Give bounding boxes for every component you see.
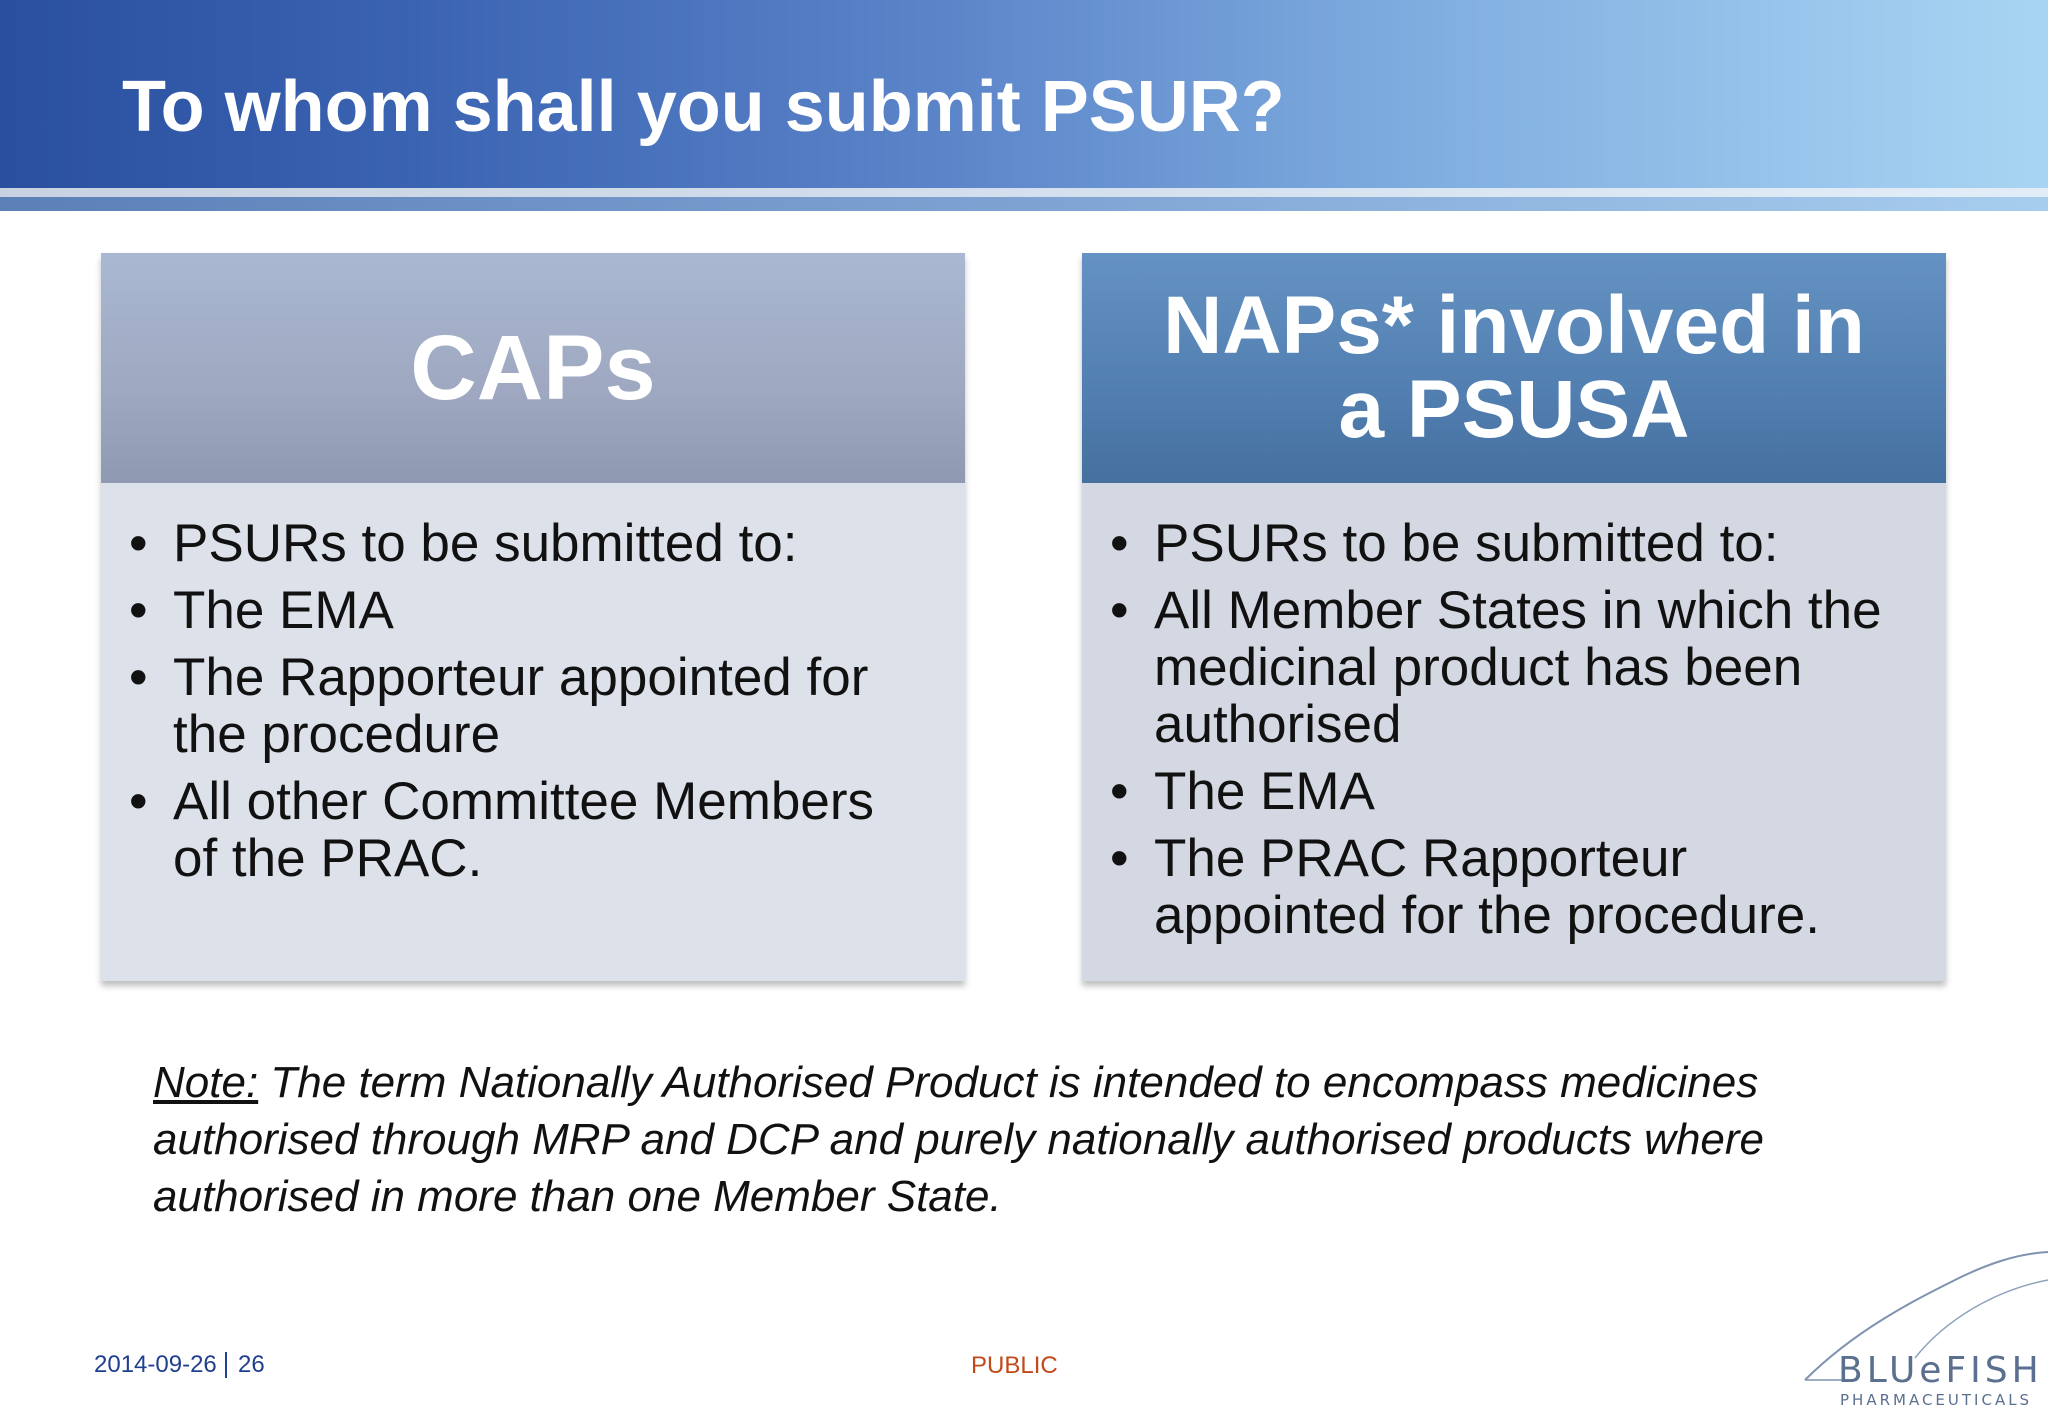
caps-body — [101, 483, 965, 981]
naps-body — [1082, 483, 1946, 981]
note-text: The term Nationally Authorised Product is intended to encompass medicines authorised through MRP and DCP and purely nationally authorised products where authorised in more than one Member State. — [153, 1058, 1765, 1221]
logo-subtitle: PHARMACEUTICALS — [1840, 1391, 2033, 1409]
naps-panel — [1082, 253, 1946, 981]
bullet-item: • PSURs to be submitted to: — [1106, 515, 1906, 572]
footnote — [153, 1054, 1953, 1225]
bullet-item: • All other Committee Members of the PRAC. — [125, 773, 925, 887]
naps-bullet-list — [1106, 515, 1906, 944]
naps-heading-line1: NAPs* involved in — [1163, 279, 1865, 371]
slide-title: To whom shall you submit PSUR? — [122, 67, 1285, 147]
bullet-item: • The EMA — [1106, 763, 1906, 820]
footer-date: 2014-09-26 — [94, 1352, 227, 1378]
bullet-item: • The PRAC Rapporteur appointed for the procedure. — [1106, 830, 1906, 944]
bullet-item: • The Rapporteur appointed for the procedure — [125, 649, 925, 763]
caps-panel — [101, 253, 965, 981]
bullet-item: • The EMA — [125, 582, 925, 639]
page-number: 26 — [238, 1351, 265, 1378]
note-label: Note: — [153, 1058, 259, 1107]
title-bar-stripe — [0, 197, 2048, 211]
logo-name: BLUeFISH — [1838, 1350, 2043, 1391]
caps-bullet-list — [125, 515, 925, 887]
naps-heading-line2: a PSUSA — [1338, 364, 1690, 455]
classification-label: PUBLIC — [971, 1352, 1058, 1379]
bullet-item: • All Member States in which the medicinal product has been authorised — [1106, 582, 1906, 753]
bullet-item: • PSURs to be submitted to: — [125, 515, 925, 572]
title-bar-divider — [0, 188, 2048, 197]
naps-heading — [1082, 253, 1946, 483]
caps-heading: CAPs — [101, 253, 965, 483]
